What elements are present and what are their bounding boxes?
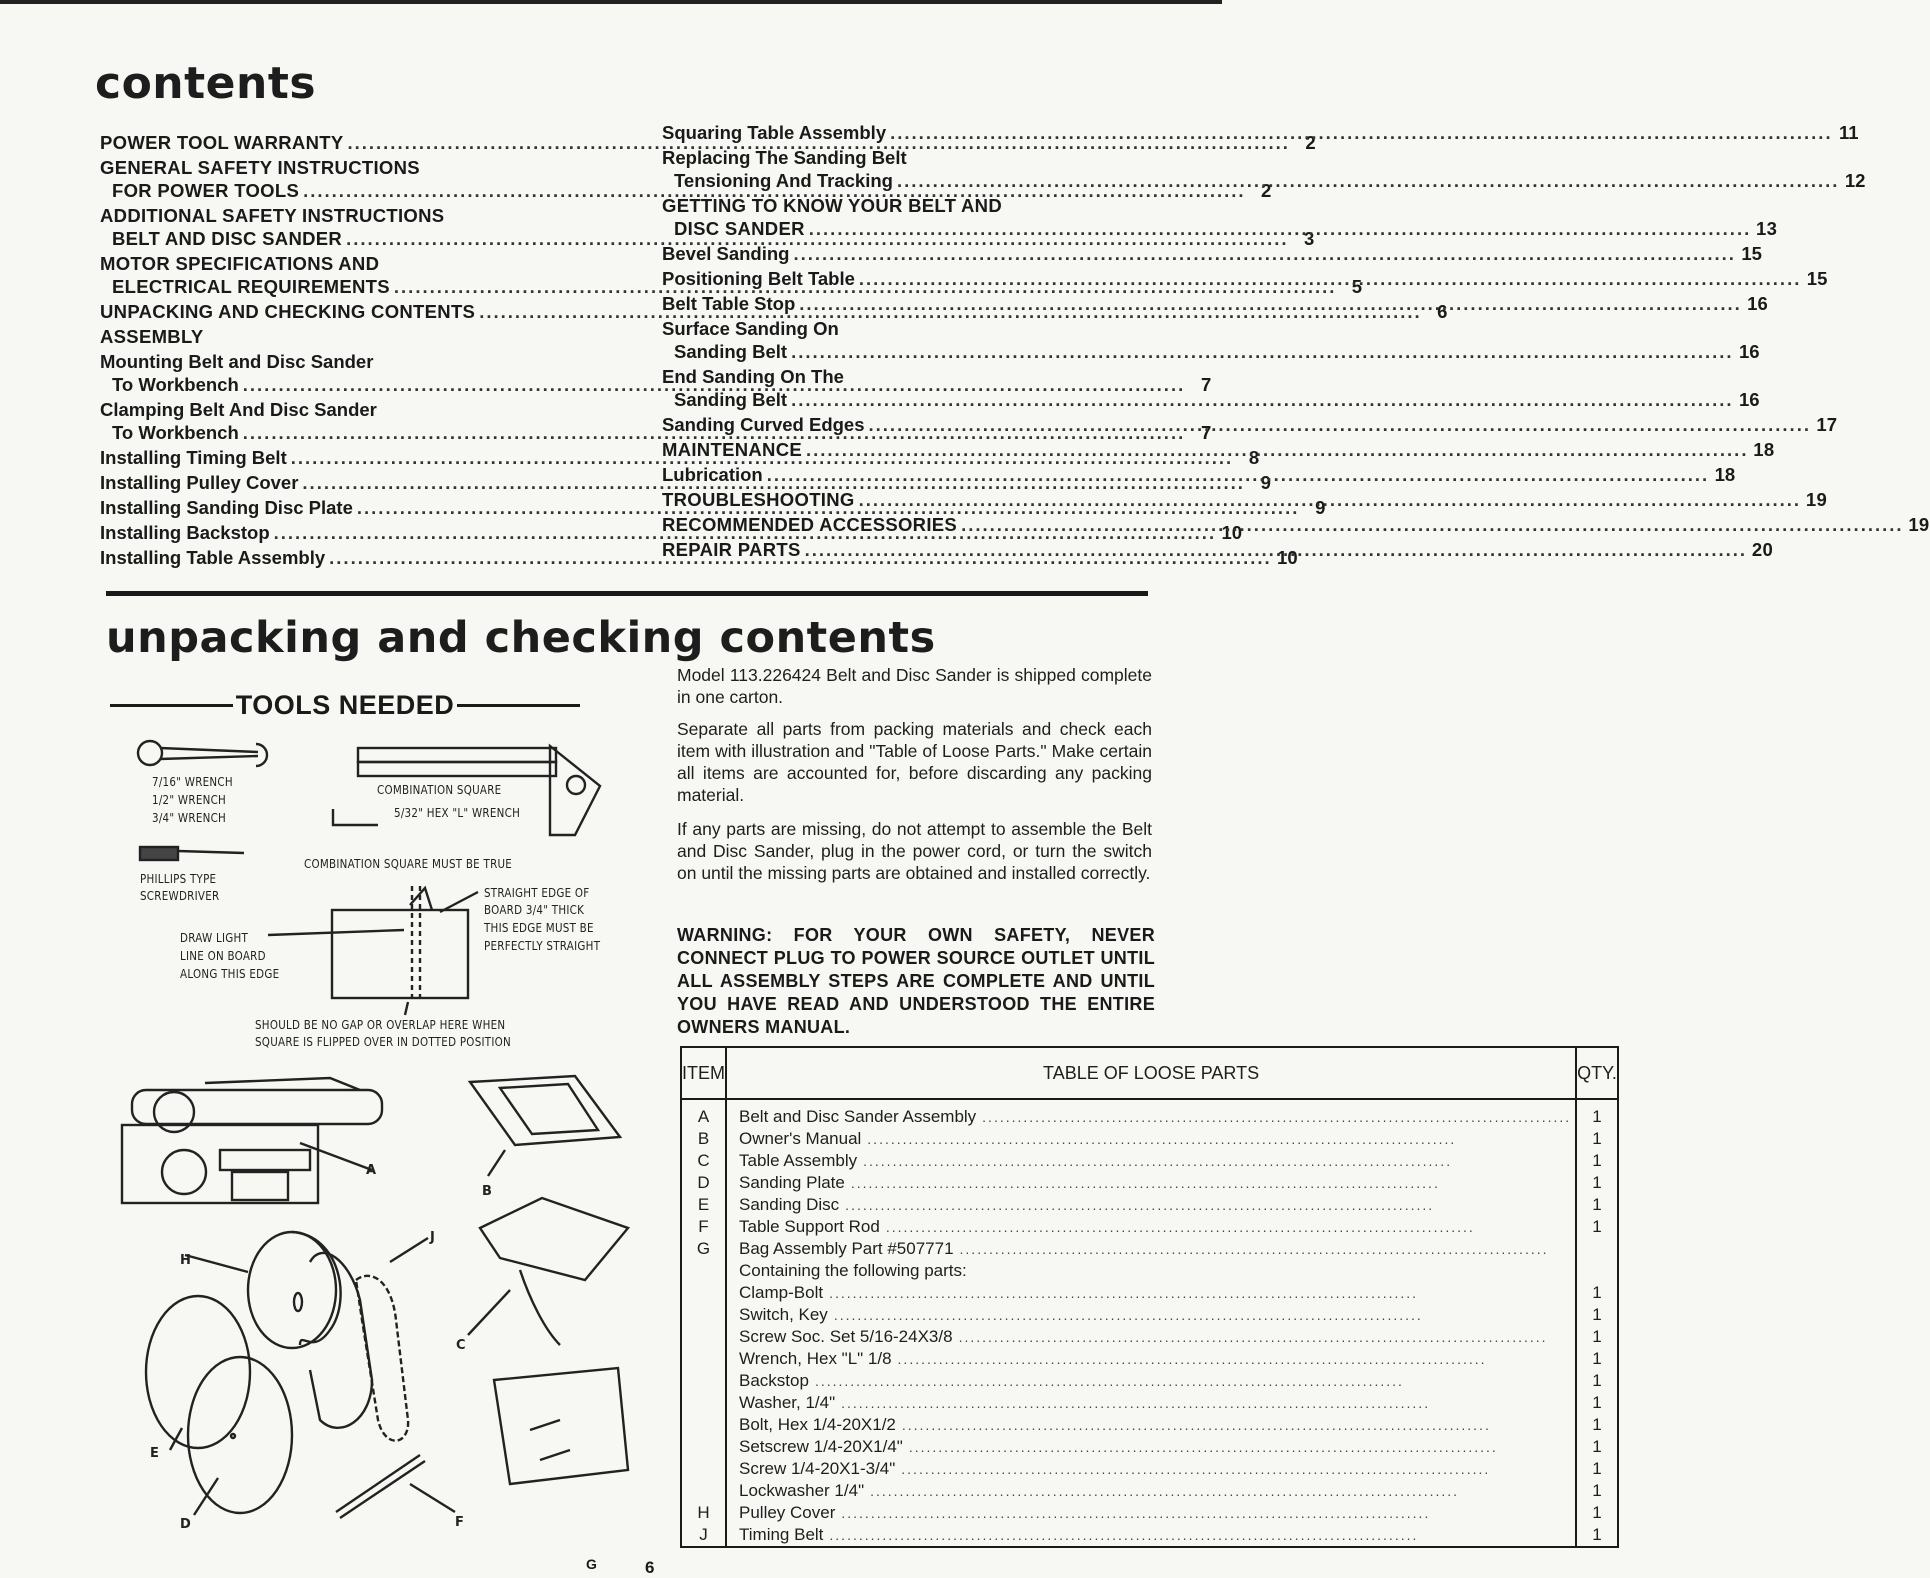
pulley-cover-icon	[310, 1253, 372, 1428]
part-description-cell	[726, 1524, 1576, 1547]
toc-entry-title: MAINTENANCE	[662, 439, 802, 460]
toc-leader-dots	[805, 541, 1747, 560]
toc-page-number: 10	[1277, 547, 1298, 568]
toc-leader-dots	[890, 124, 1832, 143]
toc-leader-dots	[859, 491, 1801, 510]
table-row	[681, 1480, 1618, 1502]
table-row	[681, 1216, 1618, 1238]
toc-line	[662, 320, 1140, 343]
table-row	[681, 1172, 1618, 1194]
part-item-letter	[681, 1282, 726, 1304]
callout-b: B	[482, 1184, 492, 1199]
part-item-letter: A	[681, 1099, 726, 1128]
toc-line	[662, 149, 1140, 172]
part-description: Bolt, Hex 1/4-20X1/2	[739, 1414, 896, 1434]
square-check-diagram	[268, 886, 478, 1015]
draw-light-label-2: LINE ON BOARD	[180, 949, 266, 963]
part-quantity: 1	[1576, 1436, 1618, 1458]
toc-leader-dots	[809, 220, 1751, 239]
toc-entry-title: Squaring Table Assembly	[662, 122, 887, 143]
toc-line	[662, 122, 1859, 147]
toc-page-number: 6	[1437, 301, 1448, 322]
part-item-letter: C	[681, 1150, 726, 1172]
part-item-letter	[681, 1458, 726, 1480]
toc-page-number: 12	[1844, 170, 1866, 191]
callout-h: H	[180, 1253, 191, 1268]
toc-leader-dots	[791, 343, 1733, 362]
contents-heading: contents	[95, 58, 317, 109]
toc-entry	[662, 268, 1828, 293]
toc-entry-title: Installing Pulley Cover	[100, 472, 299, 493]
leader-dots	[909, 1437, 1571, 1458]
table-row	[681, 1458, 1618, 1480]
toc-line	[662, 414, 1837, 439]
table-row	[681, 1260, 1618, 1282]
phillips-screwdriver-icon	[140, 847, 244, 860]
toc-leader-dots	[793, 245, 1735, 264]
part-description-cell	[726, 1392, 1576, 1414]
wrench-716-label: 7/16" WRENCH	[152, 775, 233, 789]
toc-leader-dots	[859, 270, 1801, 289]
toc-leader-dots	[869, 416, 1811, 435]
table-row	[681, 1238, 1618, 1260]
toc-entry-title: RECOMMENDED ACCESSORIES	[662, 514, 958, 535]
part-item-letter	[681, 1326, 726, 1348]
toc-line	[662, 368, 1140, 391]
part-quantity: 1	[1576, 1216, 1618, 1238]
loose-parts-header-row	[681, 1047, 1618, 1099]
toc-page-number: 2	[1305, 132, 1316, 153]
part-quantity: 1	[1576, 1150, 1618, 1172]
part-quantity: 1	[1576, 1480, 1618, 1502]
wrench-12-label: 1/2" WRENCH	[152, 793, 227, 807]
callout-c: C	[456, 1338, 466, 1353]
no-gap-label-2: SQUARE IS FLIPPED OVER IN DOTTED POSITION	[255, 1035, 512, 1049]
safety-warning: WARNING: FOR YOUR OWN SAFETY, NEVER CONNECT PLUG TO POWER SOURCE OUTLET UNTIL ALL ASSEMBLY STEPS ARE COMPLETE AND UNTIL YOU HAVE READ AND UNDERSTOOD THE ENTIRE OWNERS MANUAL.	[677, 925, 1155, 1037]
toc-page-number: 8	[1248, 447, 1260, 468]
table-row	[681, 1414, 1618, 1436]
toc-line	[662, 197, 1140, 220]
leader-dots	[841, 1393, 1571, 1414]
header-description: TABLE OF LOOSE PARTS	[726, 1047, 1576, 1099]
part-description: Table Support Rod	[739, 1217, 880, 1236]
part-item-letter: D	[681, 1172, 726, 1194]
toc-page-number: 7	[1200, 374, 1212, 395]
part-description-cell	[726, 1260, 1576, 1282]
toc-entry-title: Sanding Curved Edges	[662, 414, 865, 435]
part-item-letter	[681, 1260, 726, 1282]
part-description: Pulley Cover	[739, 1502, 836, 1522]
part-quantity: 1	[1576, 1282, 1618, 1304]
part-description: Setscrew 1/4-20X1/4"	[739, 1436, 903, 1456]
part-item-letter: H	[681, 1502, 726, 1524]
hex-l-wrench-icon	[333, 809, 378, 825]
toc-page-number: 15	[1806, 268, 1828, 289]
toc-entry	[662, 243, 1762, 268]
part-item-letter	[681, 1392, 726, 1414]
toc-entry-title: Installing Table Assembly	[100, 547, 326, 568]
part-quantity: 1	[1576, 1458, 1618, 1480]
toc-line	[100, 207, 578, 230]
leader-dots	[829, 1283, 1571, 1304]
part-description: Wrench, Hex "L" 1/8	[739, 1348, 892, 1368]
table-row	[681, 1326, 1618, 1348]
toc-line	[100, 353, 578, 376]
phillips-label-1: PHILLIPS TYPE	[140, 872, 217, 886]
toc-line	[100, 159, 578, 182]
straight-edge-label-1: STRAIGHT EDGE OF	[484, 886, 590, 900]
toc-entry-title: Clamping Belt And Disc Sander	[100, 399, 377, 420]
part-item-letter	[681, 1370, 726, 1392]
part-description: Screw Soc. Set 5/16-24X3/8	[739, 1326, 953, 1346]
leader-dots	[829, 1525, 1571, 1546]
part-item-letter	[681, 1436, 726, 1458]
table-row	[681, 1348, 1618, 1370]
check-paragraph: Separate all parts from packing materials and check each item with illustration and "Table of Loose Parts." Make certain all items are accounted for, before discarding any packing material.	[677, 719, 1152, 805]
toc-leader-dots	[806, 441, 1748, 460]
part-quantity: 1	[1576, 1392, 1618, 1414]
callout-d: D	[180, 1517, 191, 1532]
wrench-34-label: 3/4" WRENCH	[152, 811, 227, 825]
table-row	[681, 1502, 1618, 1524]
toc-entry-title: Lubrication	[662, 464, 763, 485]
toc-entry-title: End Sanding On The	[662, 366, 844, 387]
toc-line	[662, 439, 1775, 464]
loose-parts-table	[680, 1046, 1619, 1548]
toc-entry-title: Bevel Sanding	[662, 243, 790, 264]
toc-page-number: 18	[1753, 439, 1775, 460]
toc-entry-title: BELT AND DISC SANDER	[112, 228, 343, 249]
table-row	[681, 1194, 1618, 1216]
toc-page-number: 9	[1260, 472, 1271, 493]
loose-parts-body	[681, 1099, 1618, 1547]
toc-page-number: 18	[1714, 464, 1736, 485]
toc-page-number: 2	[1260, 180, 1272, 201]
header-qty: QTY.	[1576, 1047, 1618, 1099]
toc-entry-title: Installing Timing Belt	[100, 447, 287, 468]
part-description-cell	[726, 1304, 1576, 1326]
toc-line	[100, 328, 578, 351]
draw-light-label-1: DRAW LIGHT	[180, 931, 249, 945]
draw-light-label-3: ALONG THIS EDGE	[180, 967, 280, 981]
toc-entry-title: Installing Sanding Disc Plate	[100, 497, 353, 518]
table-row	[681, 1304, 1618, 1326]
toc-entry-title: DISC SANDER	[674, 218, 805, 239]
phillips-label-2: SCREWDRIVER	[140, 889, 220, 903]
table-row	[681, 1436, 1618, 1458]
table-row	[681, 1370, 1618, 1392]
toc-page-number: 7	[1200, 422, 1212, 443]
part-description: Sanding Plate	[739, 1173, 845, 1192]
leader-dots	[834, 1305, 1571, 1326]
toc-line	[662, 218, 1778, 243]
part-quantity: 1	[1576, 1194, 1618, 1216]
toc-page-number: 3	[1303, 228, 1315, 249]
section-divider	[106, 591, 1148, 596]
part-description: Lockwasher 1/4"	[739, 1480, 865, 1500]
part-description-cell	[726, 1480, 1576, 1502]
toc-page-number: 16	[1738, 389, 1760, 410]
part-description-cell	[726, 1238, 1576, 1260]
leader-dots	[863, 1151, 1571, 1172]
part-quantity	[1576, 1238, 1618, 1260]
toc-entry-title: UNPACKING AND CHECKING CONTENTS	[100, 301, 476, 322]
part-description-cell	[726, 1194, 1576, 1216]
toc-entry	[662, 293, 1768, 318]
leader-dots	[815, 1371, 1571, 1392]
hex-wrench-label: 5/32" HEX "L" WRENCH	[394, 806, 521, 820]
callout-a: A	[366, 1163, 377, 1178]
part-item-letter: G	[681, 1238, 726, 1260]
part-description: Backstop	[739, 1370, 809, 1390]
toc-entry	[662, 439, 1775, 464]
toc-page-number: 10	[1221, 522, 1243, 543]
toc-entry	[662, 464, 1736, 489]
toc-entry-title: To Workbench	[112, 422, 239, 443]
part-description: Timing Belt	[739, 1524, 824, 1544]
toc-entry-title: Surface Sanding On	[662, 318, 839, 339]
toc-leader-dots	[767, 466, 1709, 485]
toc-leader-dots	[961, 516, 1903, 535]
toc-line	[662, 268, 1828, 293]
toc-line	[662, 293, 1768, 318]
part-description-cell	[726, 1326, 1576, 1348]
toc-entry-title: TROUBLESHOOTING	[662, 489, 855, 510]
table-row	[681, 1128, 1618, 1150]
table-row	[681, 1150, 1618, 1172]
leader-dots	[867, 1129, 1571, 1150]
part-quantity: 1	[1576, 1370, 1618, 1392]
leader-dots	[902, 1415, 1571, 1436]
part-quantity: 1	[1576, 1128, 1618, 1150]
toc-page-number: 19	[1908, 514, 1930, 535]
header-item: ITEM	[681, 1047, 726, 1099]
callout-g: G	[586, 1556, 597, 1572]
leader-dots	[960, 1239, 1572, 1260]
callout-e: E	[150, 1446, 159, 1461]
part-description-cell	[726, 1150, 1576, 1172]
leader-dots	[898, 1349, 1572, 1370]
part-description: Clamp-Bolt	[739, 1282, 824, 1302]
part-description: Containing the following parts:	[739, 1261, 967, 1280]
table-row	[681, 1392, 1618, 1414]
toc-entry-title: Installing Backstop	[100, 522, 270, 543]
toc-entry-title: GENERAL SAFETY INSTRUCTIONS	[100, 157, 420, 178]
timing-belt-icon	[356, 1238, 428, 1441]
leader-dots	[851, 1173, 1571, 1194]
toc-line	[662, 170, 1866, 195]
part-description: Washer, 1/4"	[739, 1392, 836, 1412]
toc-entry	[100, 328, 578, 351]
leader-dots	[901, 1459, 1571, 1480]
toc-entry-title: ASSEMBLY	[100, 326, 204, 347]
toc-entry	[662, 122, 1859, 147]
callout-j: J	[430, 1230, 435, 1245]
straight-edge-label-3: THIS EDGE MUST BE	[484, 921, 594, 935]
part-description-cell	[726, 1348, 1576, 1370]
part-item-letter	[681, 1414, 726, 1436]
toc-leader-dots	[897, 172, 1839, 191]
toc-entry-title: Tensioning And Tracking	[674, 170, 893, 191]
toc-line	[662, 243, 1762, 268]
part-description-cell	[726, 1172, 1576, 1194]
toc-entry	[662, 489, 1828, 514]
toc-page-number: 5	[1351, 276, 1363, 297]
toc-entry-title: Replacing The Sanding Belt	[662, 147, 907, 168]
toc-page-number: 20	[1751, 539, 1774, 560]
part-quantity: 1	[1576, 1099, 1618, 1128]
toc-line	[100, 401, 578, 424]
combination-wrench-icon	[138, 741, 267, 766]
square-true-label: COMBINATION SQUARE MUST BE TRUE	[304, 857, 513, 871]
toc-line	[662, 489, 1828, 514]
part-description-cell	[726, 1128, 1576, 1150]
callout-f: F	[455, 1515, 464, 1530]
toc-entry-title: To Workbench	[112, 374, 239, 395]
toc-entry-title: POWER TOOL WARRANTY	[100, 132, 344, 153]
table-support-rod-icon	[336, 1455, 455, 1518]
toc-entry-title: ELECTRICAL REQUIREMENTS	[112, 276, 390, 297]
table-row	[681, 1282, 1618, 1304]
toc-entry-title: FOR POWER TOOLS	[112, 180, 300, 201]
straight-edge-label-2: BOARD 3/4" THICK	[484, 903, 585, 917]
leader-dots	[845, 1195, 1571, 1216]
sanding-disc-icon	[146, 1296, 250, 1450]
toc-entry-title: MOTOR SPECIFICATIONS AND	[100, 253, 380, 274]
toc-page-number: 15	[1741, 243, 1762, 264]
no-gap-label-1: SHOULD BE NO GAP OR OVERLAP HERE WHEN	[255, 1018, 506, 1032]
part-description-cell	[726, 1282, 1576, 1304]
part-quantity: 1	[1576, 1326, 1618, 1348]
toc-entry	[662, 414, 1837, 439]
table-assembly-icon	[468, 1198, 628, 1345]
leader-dots	[870, 1481, 1571, 1502]
toc-entry	[662, 195, 1778, 243]
part-description-cell	[726, 1502, 1576, 1524]
toc-line	[662, 389, 1760, 414]
toc-entry-title: ADDITIONAL SAFETY INSTRUCTIONS	[100, 205, 445, 226]
part-description: Table Assembly	[739, 1151, 858, 1170]
part-item-letter	[681, 1304, 726, 1326]
toc-entry-title: Belt Table Stop	[662, 293, 796, 314]
part-description-cell	[726, 1458, 1576, 1480]
part-item-letter: F	[681, 1216, 726, 1238]
leader-dots	[886, 1217, 1571, 1238]
owners-manual-icon	[470, 1076, 620, 1176]
straight-edge-label-4: PERFECTLY STRAIGHT	[484, 939, 601, 953]
part-description-cell	[726, 1414, 1576, 1436]
toc-leader-dots	[799, 295, 1741, 314]
toc-entry	[662, 318, 1760, 366]
toc-line	[662, 464, 1736, 489]
part-item-letter: J	[681, 1524, 726, 1547]
part-quantity: 1	[1576, 1524, 1618, 1547]
part-description: Bag Assembly Part #507771	[739, 1239, 954, 1258]
leader-dots	[841, 1503, 1571, 1524]
toc-page-number: 16	[1747, 293, 1768, 314]
part-item-letter: B	[681, 1128, 726, 1150]
toc-entry-title: Positioning Belt Table	[662, 268, 855, 289]
part-quantity	[1576, 1260, 1618, 1282]
toc-page-number: 9	[1315, 497, 1326, 518]
part-description-cell	[726, 1436, 1576, 1458]
part-item-letter	[681, 1480, 726, 1502]
toc-line	[662, 341, 1760, 366]
toc-entry-title: REPAIR PARTS	[662, 539, 801, 560]
toc-entry	[662, 366, 1760, 414]
part-description-cell	[726, 1099, 1576, 1128]
toc-entry-title: GETTING TO KNOW YOUR BELT AND	[662, 195, 1002, 216]
toc-line	[100, 228, 1315, 253]
part-quantity: 1	[1576, 1502, 1618, 1524]
belt-disc-sander-icon	[122, 1078, 382, 1203]
missing-parts-paragraph: If any parts are missing, do not attempt to assemble the Belt and Disc Sander, plug in the power cord, or turn the switch on until the missing parts are obtained and installed correctly.	[677, 819, 1152, 883]
part-description: Screw 1/4-20X1-3/4"	[739, 1458, 896, 1478]
part-quantity: 1	[1576, 1414, 1618, 1436]
tools-needed-heading	[110, 690, 580, 721]
toc-leader-dots	[791, 391, 1733, 410]
tools-needed-label: TOOLS NEEDED	[235, 690, 455, 720]
toc-page-number: 17	[1816, 414, 1837, 435]
part-description: Owner's Manual	[739, 1129, 862, 1148]
combination-square-label: COMBINATION SQUARE	[377, 783, 502, 797]
part-description-cell	[726, 1216, 1576, 1238]
sanding-plate-icon	[185, 1232, 341, 1348]
part-description-cell	[726, 1370, 1576, 1392]
leader-dots	[959, 1327, 1572, 1348]
bag-assembly-icon	[494, 1368, 628, 1484]
sanding-disc-plate-icon	[188, 1357, 292, 1515]
toc-line	[100, 255, 578, 278]
toc-entry-title: Sanding Belt	[674, 389, 788, 410]
part-description: Belt and Disc Sander Assembly	[739, 1107, 977, 1126]
table-row	[681, 1099, 1618, 1128]
toc-entry-title: Sanding Belt	[674, 341, 788, 362]
unpacking-heading: unpacking and checking contents	[106, 613, 936, 663]
toc-page-number: 11	[1839, 122, 1859, 143]
part-description: Switch, Key	[739, 1304, 828, 1324]
leader-dots	[982, 1107, 1571, 1128]
toc-entry-title: Mounting Belt and Disc Sander	[100, 351, 374, 372]
toc-entry	[662, 147, 1866, 195]
part-quantity: 1	[1576, 1172, 1618, 1194]
toc-page-number: 13	[1756, 218, 1778, 239]
part-item-letter: E	[681, 1194, 726, 1216]
toc-page-number: 19	[1805, 489, 1828, 510]
page-number: 6	[645, 1558, 655, 1577]
table-row	[681, 1524, 1618, 1547]
part-quantity: 1	[1576, 1348, 1618, 1370]
part-quantity: 1	[1576, 1304, 1618, 1326]
part-item-letter	[681, 1348, 726, 1370]
part-description: Sanding Disc	[739, 1195, 840, 1214]
intro-paragraph: Model 113.226424 Belt and Disc Sander is shipped complete in one carton.	[677, 665, 1152, 707]
page-top-rule	[0, 0, 1222, 4]
toc-page-number: 16	[1738, 341, 1760, 362]
